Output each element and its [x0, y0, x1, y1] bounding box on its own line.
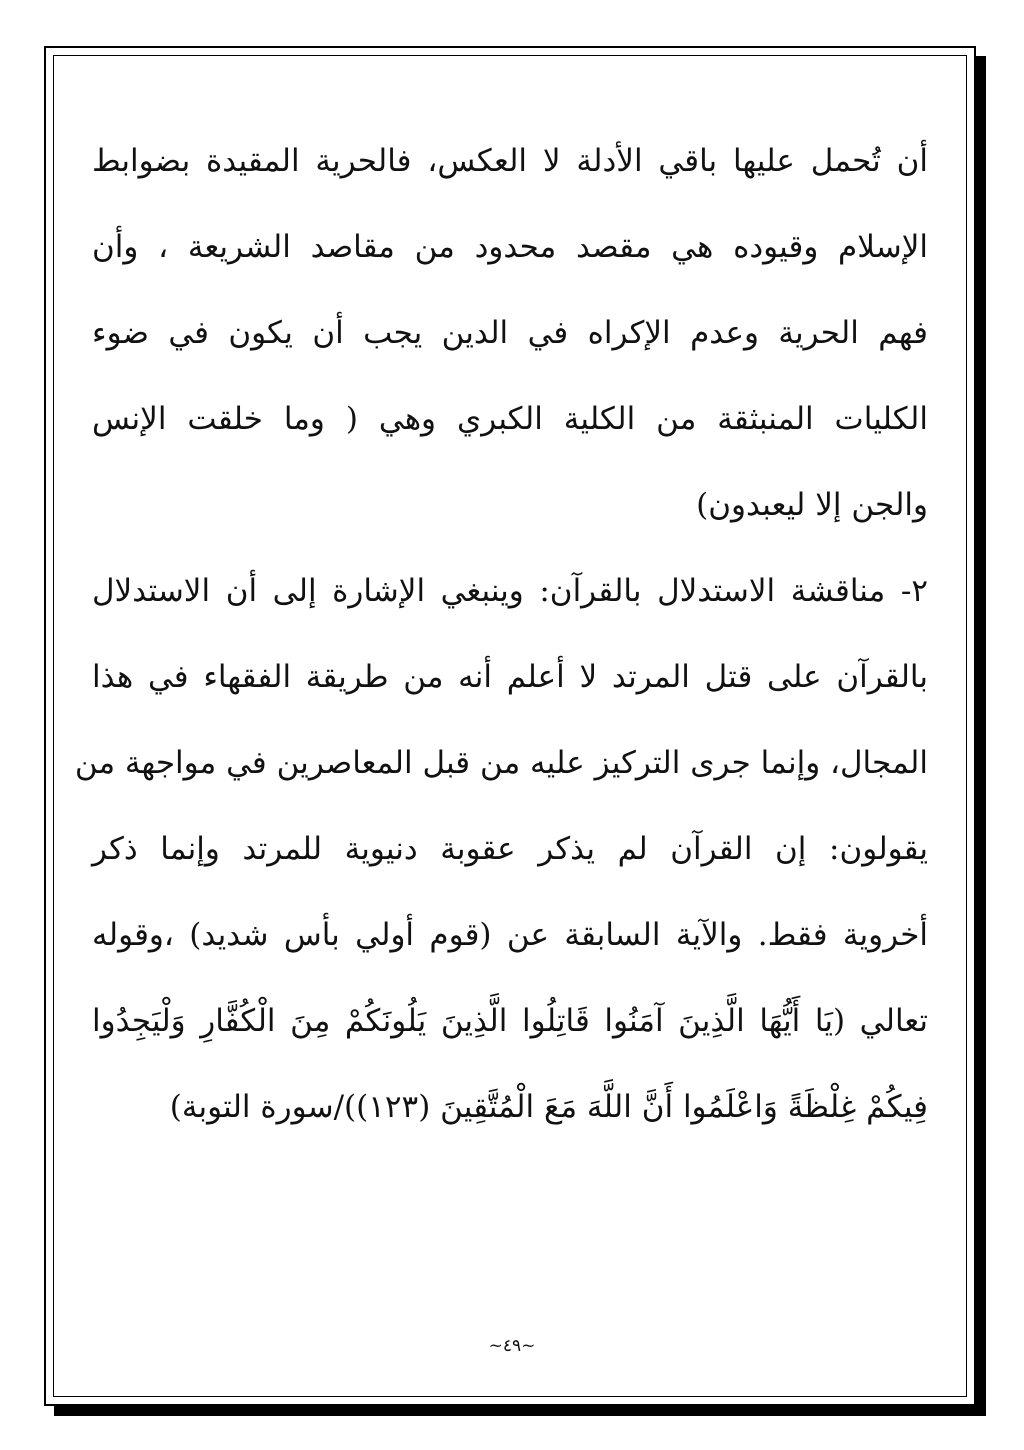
text-line: بالقرآن على قتل المرتد لا أعلم أنه من طريقة الفقهاء في هذا [92, 659, 928, 695]
text-line: المجال، وإنما جرى التركيز عليه من قبل المعاصرين في مواجهة من [74, 745, 928, 781]
paragraph-2 [74, 548, 928, 1150]
text-line: والجن إلا ليعبدون) [696, 487, 928, 523]
text-line: فِيكُمْ غِلْظَةً وَاعْلَمُوا أَنَّ اللَّهَ مَعَ الْمُتَّقِينَ (١٢٣))/سورة التوبة) [169, 1089, 928, 1125]
text-line: فهم الحرية وعدم الإكراه في الدين يجب أن يكون في ضوء [92, 315, 928, 351]
text-line: تعالي (يَا أَيُّهَا الَّذِينَ آمَنُوا قَاتِلُوا الَّذِينَ يَلُونَكُمْ مِنَ الْكُفَّارِ وَلْيَجِدُوا [92, 1003, 928, 1039]
text-line: الإسلام وقيوده هي مقصد محدود من مقاصد الشريعة ، وأن [92, 229, 928, 265]
text-line: الكليات المنبثقة من الكلية الكبري وهي ( وما خلقت الإنس [92, 401, 928, 437]
text-line: أن تُحمل عليها باقي الأدلة لا العكس، فالحرية المقيدة بضوابط [92, 143, 928, 179]
text-line: ٢- مناقشة الاستدلال بالقرآن: وينبغي الإشارة إلى أن الاستدلال [92, 573, 928, 609]
page-body [74, 118, 928, 1150]
page-number: ~٤٩~ [488, 1336, 536, 1356]
text-line: يقولون: إن القرآن لم يذكر عقوبة دنيوية للمرتد وإنما ذكر [92, 831, 928, 867]
text-line: أخروية فقط. والآية السابقة عن (قوم أولي بأس شديد) ،وقوله [92, 917, 928, 953]
paragraph-1 [92, 118, 928, 548]
